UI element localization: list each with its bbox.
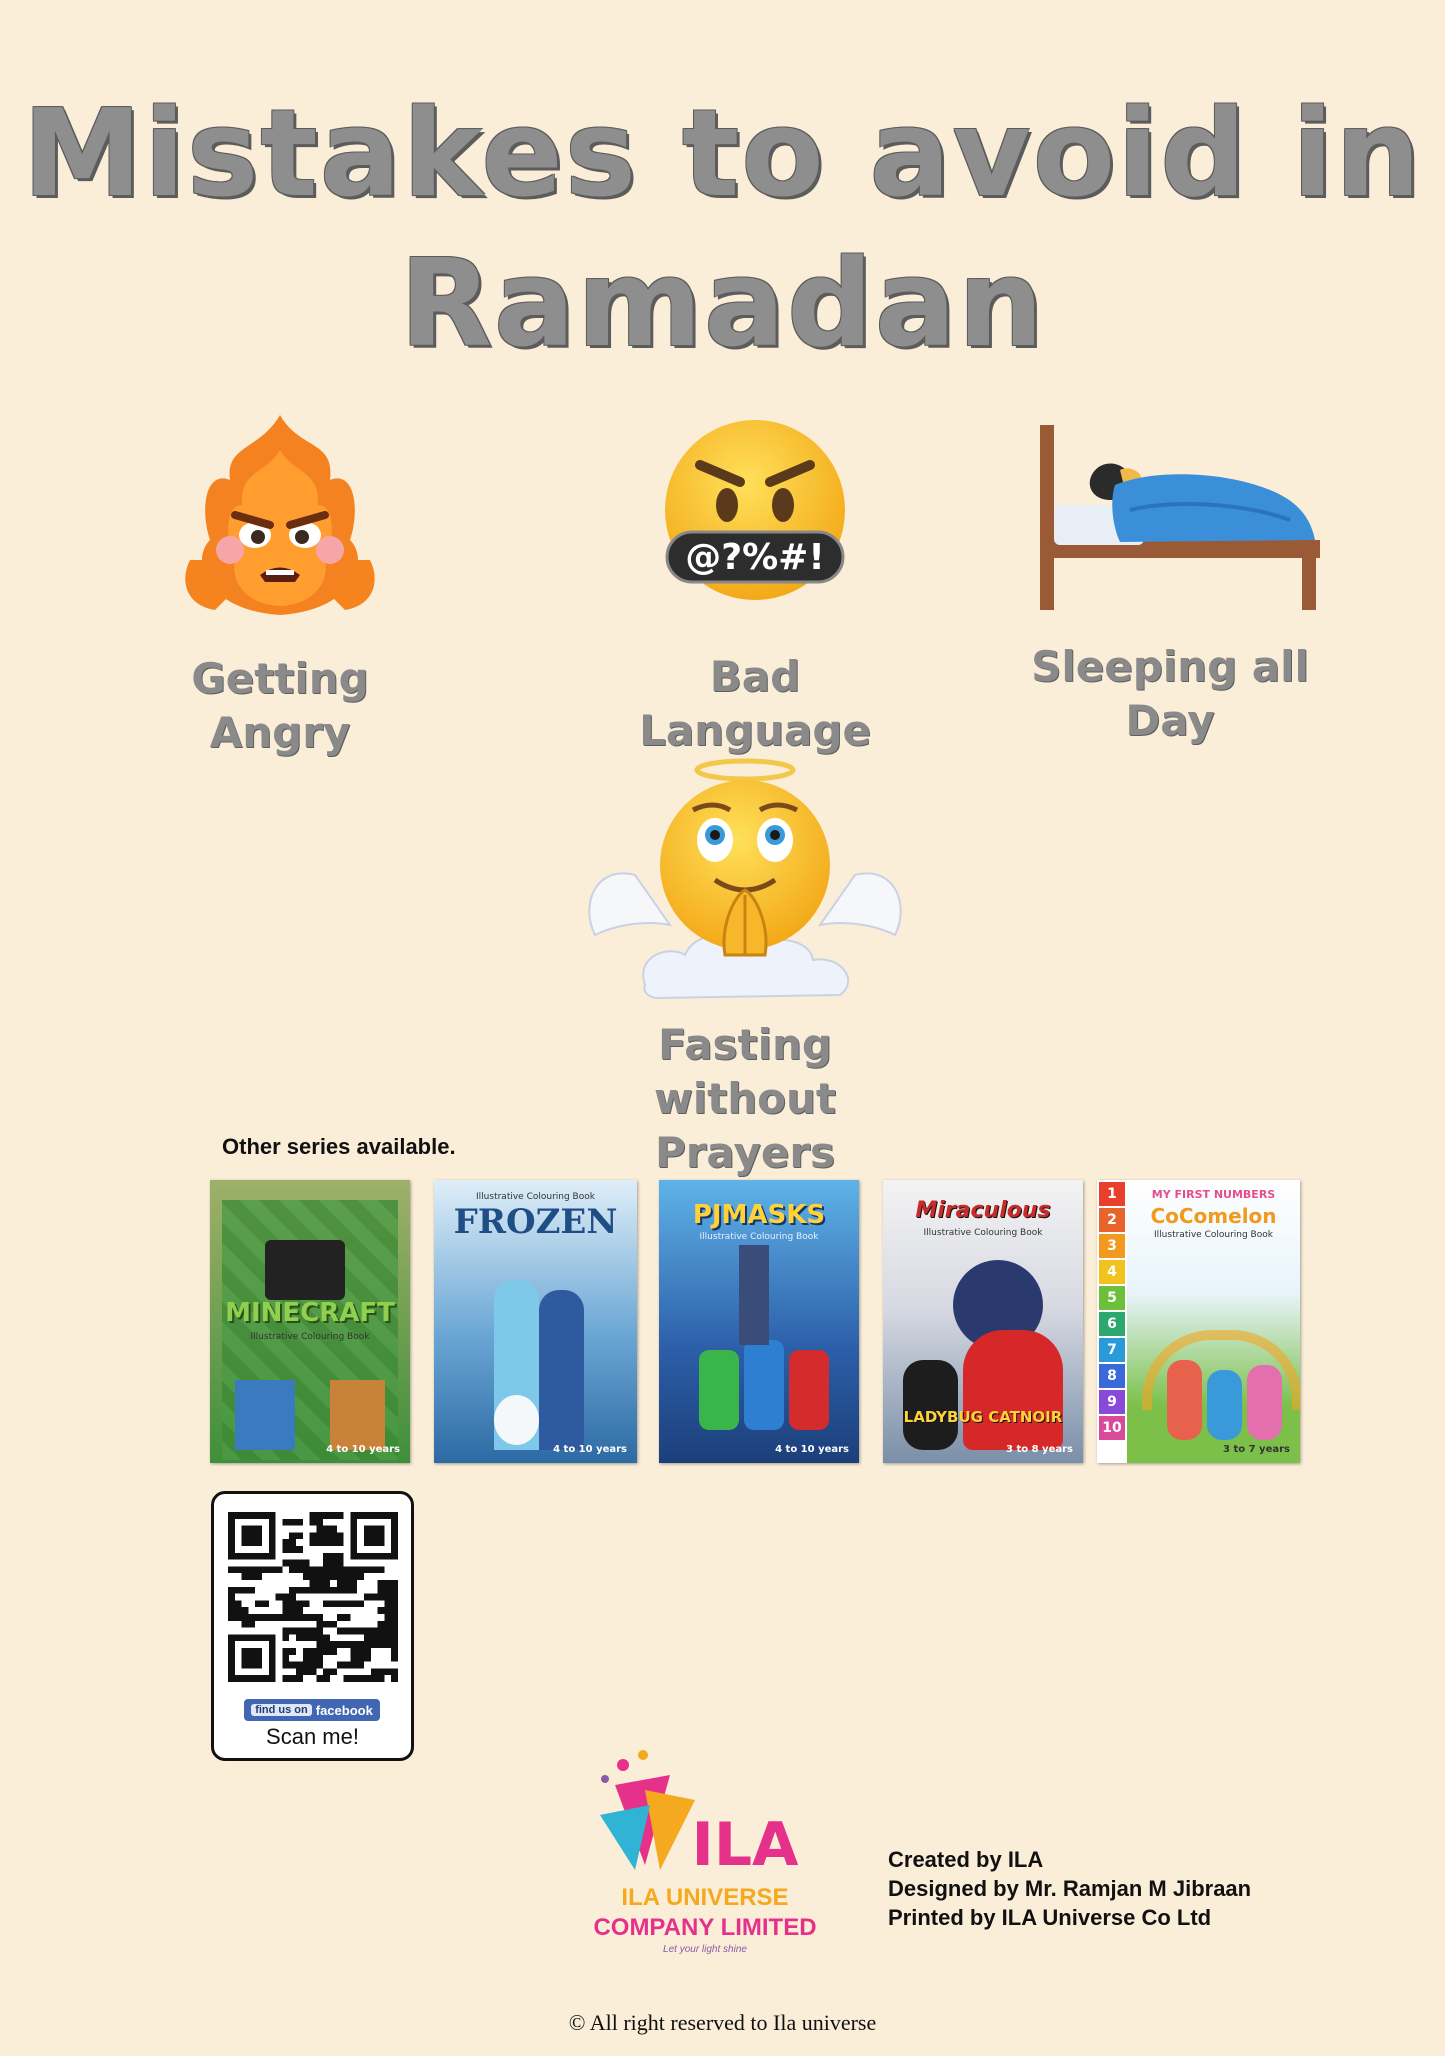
other-series-heading: Other series available. [222,1134,456,1159]
credits [888,1845,1251,1932]
mistake-label: Getting Angry [191,654,369,757]
number-column [1097,1180,1127,1463]
number-tile: 6 [1099,1312,1125,1336]
brand-line-1: ILA UNIVERSE [621,1884,789,1911]
brand-text [575,1883,835,1957]
title-line-2: Ramadan [399,235,1046,374]
qr-code-icon [228,1512,398,1682]
mistake-label: Bad Language [639,652,871,755]
brand-line-2: COMPANY LIMITED [593,1914,817,1941]
ila-universe-logo [575,1745,835,1884]
mistake-getting-angry [155,410,405,760]
book-header: MY FIRST NUMBERS [1151,1188,1276,1201]
book-title: MINECRAFT [225,1298,395,1328]
book-age: 3 to 7 years [1223,1444,1290,1455]
book-subtitle: Illustrative Colouring Book [923,1228,1043,1238]
book-cover-cocomelon[interactable] [1097,1180,1300,1463]
credit-created: Created by ILA [888,1847,1044,1872]
number-tile: 10 [1099,1416,1125,1440]
mistake-sleeping-all-day [1010,420,1330,748]
bed-icon [1020,420,1320,610]
credit-designed: Designed by Mr. Ramjan M Jibraan [888,1876,1252,1901]
book-cover-miraculous[interactable] [883,1180,1083,1463]
book-footer: LADYBUG CATNOIR [903,1408,1063,1426]
book-title: FROZEN [453,1202,618,1242]
book-title: PJMASKS [692,1200,826,1230]
number-tile: 9 [1099,1390,1125,1414]
angry-fire-icon [170,410,390,620]
number-tile: 1 [1099,1182,1125,1206]
svg-text:@?%#!: @?%#! [685,537,825,578]
page-title [0,80,1445,380]
cursing-face-icon [655,410,855,610]
book-cover-minecraft[interactable] [210,1180,410,1463]
credit-printed: Printed by ILA Universe Co Ltd [888,1905,1212,1930]
badge-facebook-text: facebook [315,1702,373,1718]
mistake-label-line-2: Prayers [654,1128,836,1177]
badge-find-text: find us on [251,1704,312,1716]
book-age: 4 to 10 years [553,1444,627,1455]
book-cover-pjmasks[interactable] [659,1180,859,1463]
number-tile: 7 [1099,1338,1125,1362]
angel-praying-icon [575,755,915,1010]
ila-logo-icon [575,1745,835,1880]
number-tile: 2 [1099,1208,1125,1232]
book-subtitle: Illustrative Colouring Book [476,1192,595,1202]
title-line-1: Mistakes to avoid in [22,85,1423,224]
number-tile: 3 [1099,1234,1125,1258]
number-tile: 8 [1099,1364,1125,1388]
mistake-bad-language [635,410,875,758]
number-tile: 4 [1099,1260,1125,1284]
mistake-fasting-without-prayers [575,755,915,1180]
book-age: 4 to 10 years [326,1444,400,1455]
copyright-notice: © All right reserved to Ila universe [568,2010,877,2035]
book-cover-frozen[interactable] [434,1180,637,1463]
scan-caption: Scan me! [266,1724,359,1749]
number-tile: 5 [1099,1286,1125,1310]
find-us-on-facebook-badge[interactable] [244,1699,380,1721]
book-subtitle: Illustrative Colouring Book [699,1232,819,1242]
facebook-qr-card[interactable] [211,1491,414,1761]
mistake-label-line-1: Fasting without [653,1020,836,1123]
brand-tagline: Let your light shine [663,1944,747,1955]
mistake-label: Sleeping all Day [1031,642,1309,745]
book-subtitle: Illustrative Colouring Book [250,1332,370,1342]
logo-mark: ILA [691,1810,799,1880]
book-age: 3 to 8 years [1006,1444,1073,1455]
book-age: 4 to 10 years [775,1444,849,1455]
book-title: CoComelon [1150,1204,1277,1228]
book-subtitle: Illustrative Colouring Book [1154,1230,1273,1240]
book-title: Miraculous [915,1198,1051,1223]
